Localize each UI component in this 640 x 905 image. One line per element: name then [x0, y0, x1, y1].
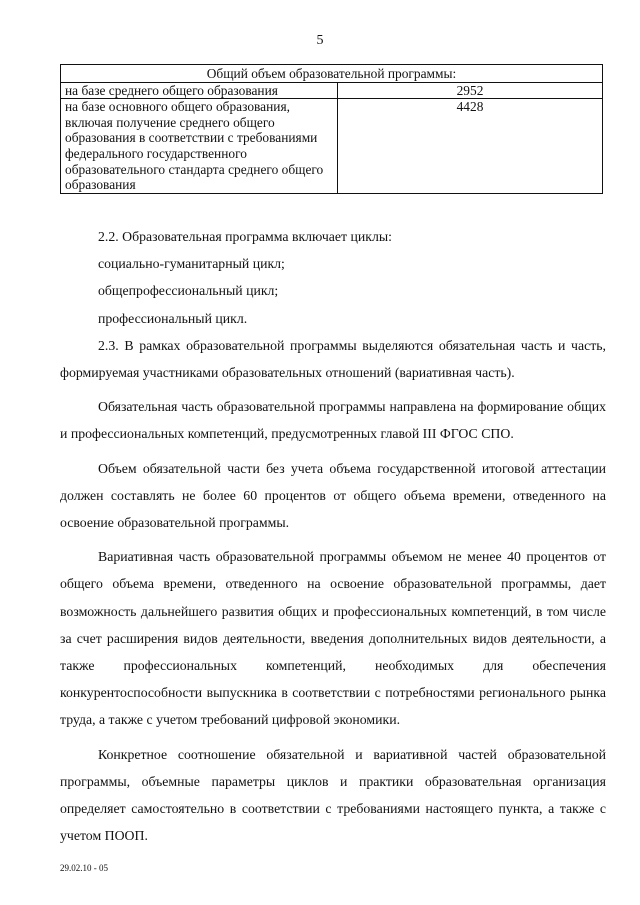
- table-header: Общий объем образовательной программы:: [61, 65, 603, 83]
- document-code: 29.02.10 - 05: [60, 863, 108, 873]
- paragraph-variable-part: Вариативная часть образовательной программы объемом не менее 40 процентов от общего объема времени, отведенного на освоение образовательной программы, дает возможность дальнейшего развития общих и профессиональных компетенций, в том числе за счет расширения видов деятельности, введения дополнительных видов деятельности, а также профессиональных компетенций, необходимых для обеспечения конкурентоспособности выпускника в соответствии с потребностями регионального рынка труда, а также с учетом требований цифровой экономики.: [60, 549, 606, 728]
- paragraph-cycle-item: социально-гуманитарный цикл;: [98, 256, 285, 272]
- paragraph-cycle-item: общепрофессиональный цикл;: [98, 283, 279, 299]
- table-row-label: на базе основного общего образования, включая получение среднего общего образования в соответствии с требованиями федерального государственного образовательного стандарта среднего общего образования: [61, 99, 338, 194]
- paragraph-mandatory-part: Обязательная часть образовательной программы направлена на формирование общих и профессиональных компетенций, предусмотренных главой III ФГОС СПО.: [60, 399, 606, 442]
- paragraph-ratio: Конкретное соотношение обязательной и вариативной частей образовательной программы, объемные параметры циклов и практики образовательная организация определяет самостоятельно в соответствии с требованиями настоящего пункта, а также с учетом ПООП.: [60, 746, 606, 844]
- paragraph-mandatory-volume: Объем обязательной части без учета объема государственной итоговой аттестации должен составлять не более 60 процентов от общего объема времени, отведенного на освоение образовательной программы.: [60, 460, 606, 531]
- table-row-label: на базе среднего общего образования: [61, 82, 338, 99]
- table-row: [61, 82, 603, 99]
- table-row-value: 2952: [338, 82, 603, 99]
- paragraph-cycles-intro: 2.2. Образовательная программа включает циклы:: [98, 229, 392, 244]
- table-row: [61, 99, 603, 194]
- program-volume-table: [60, 64, 603, 194]
- paragraph-2-3: 2.3. В рамках образовательной программы выделяются обязательная часть и часть, формируемая участниками образовательных отношений (вариативная часть).: [60, 337, 606, 381]
- table-row-value: 4428: [338, 99, 603, 194]
- document-body: [60, 223, 606, 849]
- paragraph-cycle-item: профессиональный цикл.: [98, 310, 248, 326]
- table-header-row: [61, 65, 603, 83]
- page-number: 5: [316, 33, 324, 48]
